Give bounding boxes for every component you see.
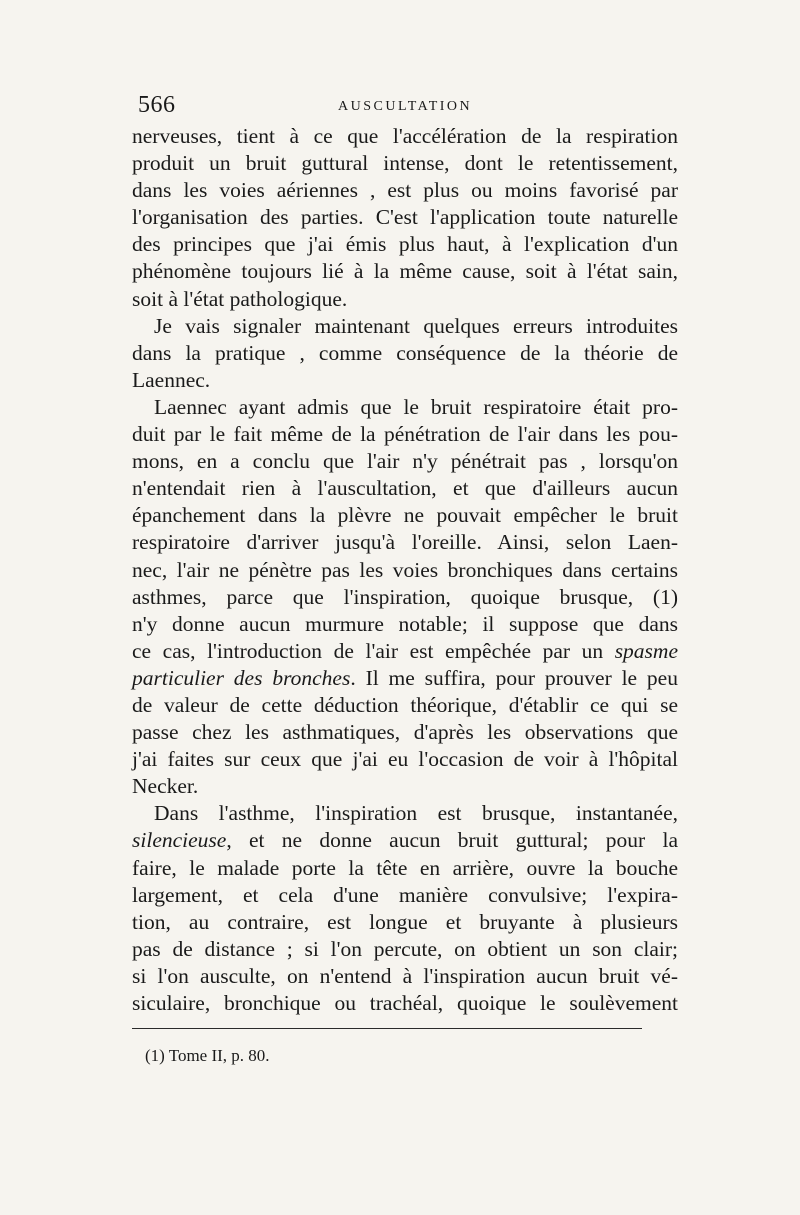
footnote: (1) Tome II, p. 80. <box>145 1046 270 1065</box>
text-line: ce cas, l'introduction de l'air est empêchée par un spasme <box>132 638 678 663</box>
body-text <box>132 123 678 1017</box>
text-line: épanchement dans la plèvre ne pouvait empêcher le bruit <box>132 503 678 528</box>
text-line: passe chez les asthmatiques, d'après les observations que <box>132 720 678 745</box>
text-line: phénomène toujours lié à la même cause, soit à l'état sain, <box>132 259 678 284</box>
text-line: Je vais signaler maintenant quelques erreurs introduites <box>154 313 678 338</box>
footnote-divider <box>132 1028 642 1029</box>
text-line: j'ai faites sur ceux que j'ai eu l'occasion de voir à l'hôpital <box>132 747 678 772</box>
text-line: respiratoire d'arriver jusqu'à l'oreille. Ainsi, selon Laen- <box>132 530 678 555</box>
text-line: Dans l'asthme, l'inspiration est brusque, instantanée, <box>154 801 678 826</box>
text-line: soit à l'état pathologique. <box>132 286 348 311</box>
text-line: asthmes, parce que l'inspiration, quoique brusque, (1) <box>132 584 678 609</box>
text-line: particulier des bronches. Il me suffira, pour prouver le peu <box>132 665 678 690</box>
text-line: silencieuse, et ne donne aucun bruit guttural; pour la <box>132 828 678 853</box>
text-line: nerveuses, tient à ce que l'accélération de la respiration <box>132 124 678 148</box>
text-line: dans la pratique , comme conséquence de la théorie de <box>132 340 678 365</box>
page-number: 566 <box>138 92 176 118</box>
text-line: des principes que j'ai émis plus haut, à l'explication d'un <box>132 232 678 257</box>
text-line: tion, au contraire, est longue et bruyante à plusieurs <box>132 909 678 934</box>
text-line: n'y donne aucun murmure notable; il suppose que dans <box>132 611 678 636</box>
text-line: n'entendait rien à l'auscultation, et que d'ailleurs aucun <box>132 476 678 501</box>
text-line: siculaire, bronchique ou trachéal, quoique le soulèvement <box>132 991 678 1015</box>
text-line: mons, en a conclu que l'air n'y pénétrait pas , lorsqu'on <box>132 449 678 474</box>
page-header <box>138 92 668 122</box>
text-line: de valeur de cette déduction théorique, d'établir ce qui se <box>132 692 678 717</box>
text-line: largement, et cela d'une manière convulsive; l'expira- <box>132 882 678 907</box>
text-line: faire, le malade porte la tête en arrière, ouvre la bouche <box>132 855 678 880</box>
text-line: Laennec ayant admis que le bruit respiratoire était pro- <box>154 394 678 419</box>
text-line: Necker. <box>132 774 199 799</box>
text-line: produit un bruit guttural intense, dont le retentissement, <box>132 151 678 176</box>
text-line: dans les voies aériennes , est plus ou moins favorisé par <box>132 178 678 203</box>
text-line: Laennec. <box>132 367 211 392</box>
text-line: si l'on ausculte, on n'entend à l'inspiration aucun bruit vé- <box>132 963 678 988</box>
text-line: l'organisation des parties. C'est l'application toute naturelle <box>132 205 678 230</box>
text-line: pas de distance ; si l'on percute, on obtient un son clair; <box>132 936 678 961</box>
text-line: duit par le fait même de la pénétration de l'air dans les pou- <box>132 422 678 447</box>
running-head: AUSCULTATION <box>338 99 473 114</box>
text-line: nec, l'air ne pénètre pas les voies bronchiques dans certains <box>132 557 678 582</box>
